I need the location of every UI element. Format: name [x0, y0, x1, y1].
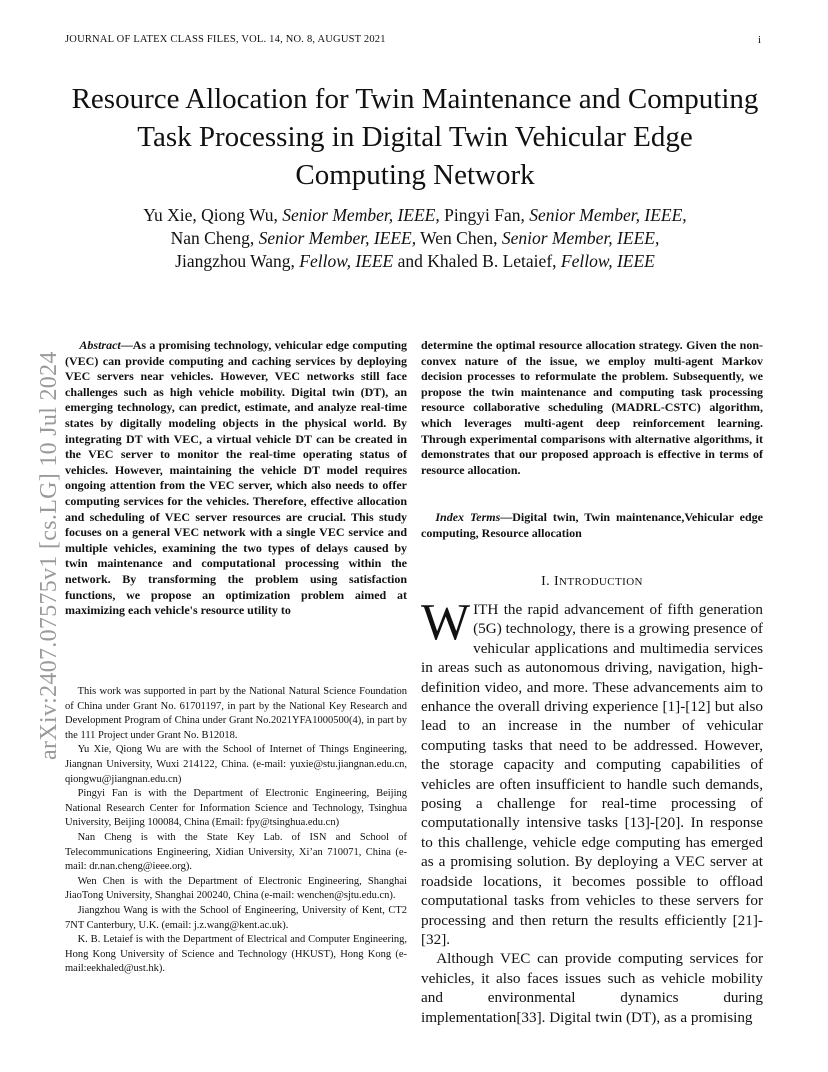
- intro-paragraph-1: [421, 594, 763, 949]
- arxiv-identifier: arXiv:2407.07575v1 [cs.LG] 10 Jul 2024: [36, 351, 62, 760]
- footnote-affiliation: K. B. Letaief is with the Department of Electrical and Computer Engineering, Hong Kong University of Science and Technology (HKUST), Hong Kong (e-mail:eekhaled@ust.hk).: [65, 934, 407, 975]
- intro-paragraph-2: Although VEC can provide computing services for vehicles, it also faces issues such as vehicle mobility and environmental dynamics during implementation[33]. Digital twin (DT), as a promising: [421, 950, 763, 1026]
- section-heading: [421, 574, 763, 590]
- footnotes: [65, 685, 407, 977]
- author-role: Senior Member, IEEE,: [501, 228, 660, 248]
- drop-cap: W: [421, 594, 471, 651]
- author-name: Wen Chen,: [420, 228, 498, 248]
- footnote-affiliation: Pingyi Fan is with the Department of Electronic Engineering, Beijing National Research Center for Information Science and Technology, Tsinghua University, Beijing 100084, China (Email: fpy@tsinghua.edu.cn): [65, 788, 407, 829]
- abstract-right: [421, 338, 763, 478]
- footnote-affiliation: Yu Xie, Qiong Wu are with the School of Internet of Things Engineering, Jiangnan University, Wuxi 214122, China. (e-mail: yuxie@stu.jiangnan.edu.cn, qiongwu@jiangnan.edu.cn): [65, 744, 407, 785]
- author-role: Fellow, IEEE: [299, 251, 394, 271]
- author-name: Nan Cheng,: [170, 228, 255, 248]
- author-line-3: [60, 250, 770, 273]
- running-header: JOURNAL OF LATEX CLASS FILES, VOL. 14, NO. 8, AUGUST 2021: [65, 34, 386, 45]
- index-terms: [421, 510, 763, 541]
- author-role: Senior Member, IEEE,: [258, 228, 417, 248]
- introduction-body: [421, 594, 763, 1027]
- author-line-2: [60, 227, 770, 250]
- author-name: Jiangzhou Wang,: [175, 251, 295, 271]
- footnote-affiliation: Nan Cheng is with the State Key Lab. of ISN and School of Telecommunications Engineering, Xidian University, Xi’an 710071, China (e-mail: dr.nan.cheng@ieee.org).: [65, 831, 407, 873]
- author-list: [60, 204, 770, 273]
- author-name: Yu Xie,: [143, 205, 197, 225]
- author-line-1: [60, 204, 770, 227]
- abstract-continuation: determine the optimal resource allocation strategy. Given the non-convex nature of the issue, we employ multi-agent Markov decision processes to reformulate the problem. Subsequently, we propose the twin maintenance and computing task processing resource collaborative scheduling (MADRL-CSTC) algorithm, which leverages multi-agent deep reinforcement learning. Through experimental comparisons with alternative algorithms, it demonstrates that our proposed approach is effective in terms of resource allocation.: [421, 338, 763, 477]
- abstract-label: Abstract: [79, 338, 121, 352]
- index-terms-label: Index Terms: [435, 510, 501, 524]
- abstract-text: —As a promising technology, vehicular edge computing (VEC) can provide computing and caching services by deploying VEC servers near vehicles. However, VEC networks still face challenges such as high vehicle mobility. Digital twin (DT), an emerging technology, can predict, estimate, and analyze real-time states by digitally modeling objects in the physical world. By integrating DT with VEC, a virtual vehicle DT can be created in the VEC server to monitor the real-time operating status of vehicles. However, maintaining the vehicle DT model requires ongoing attention from the VEC server, which also needs to offer computing services for the vehicles. Therefore, effective allocation and scheduling of VEC server resources are crucial. This study focuses on a general VEC network with a single VEC service and multiple vehicles, examining the two types of delays caused by twin maintenance and computational processing within the network. By transforming the problem using satisfaction functions, we propose an optimization problem aimed at maximizing each vehicle's resource utility to: [65, 338, 407, 618]
- abstract-left: [65, 338, 407, 619]
- author-role: Fellow, IEEE: [560, 251, 655, 271]
- author-role: Senior Member, IEEE,: [282, 205, 440, 225]
- footnote-funding: This work was supported in part by the National Natural Science Foundation of China under Grant No. 61701197, in part by the National Key Research and Development Program of China under Grant No.2021YFA1000500(4), in part by the 111 Project under Grant No. B12018.: [65, 686, 407, 741]
- author-name: Pingyi Fan,: [444, 205, 525, 225]
- section-title: NTRODUCTION: [559, 576, 643, 588]
- author-role: Senior Member, IEEE,: [529, 205, 687, 225]
- author-name: Qiong Wu,: [201, 205, 278, 225]
- paper-title: Resource Allocation for Twin Maintenance and Computing Task Processing in Digital Twin Vehicular Edge Computing Network: [71, 83, 759, 191]
- index-terms-text: —Digital twin, Twin maintenance,Vehicular edge computing, Resource allocation: [421, 510, 763, 540]
- intro-paragraph-1-text: ITH the rapid advancement of fifth generation (5G) technology, there is a growing presence of vehicular applications and multimedia services in areas such as autonomous driving, navigation, high-definition video, and more. These advancements aim to enhance the overall driving experience [1]-[12] but also lead to an increase in the number of vehicular computing tasks that need to be addressed. However, the storage capacity and computing capabilities of vehicles are often insufficient to handle such demands, posing a challenge for real-time processing of computationally intensive tasks [13]-[20]. In response to this challenge, vehicle edge computing has emerged as a promising solution. By deploying a VEC server at roadside locations, it becomes possible to offload computational tasks from vehicles to these servers for processing and then return the results efficiently [21]-[32].: [421, 601, 763, 948]
- page-number: i: [758, 34, 762, 46]
- section-numeral: I. I: [541, 574, 560, 589]
- author-name: and Khaled B. Letaief,: [397, 251, 557, 271]
- footnote-affiliation: Wen Chen is with the Department of Electronic Engineering, Shanghai JiaoTong University, Shanghai 200240, China (e-mail: wenchen@sjtu.edu.cn).: [65, 875, 407, 902]
- footnote-affiliation: Jiangzhou Wang is with the School of Engineering, University of Kent, CT2 7NT Canterbury, U.K. (email: j.z.wang@kent.ac.uk).: [65, 904, 407, 931]
